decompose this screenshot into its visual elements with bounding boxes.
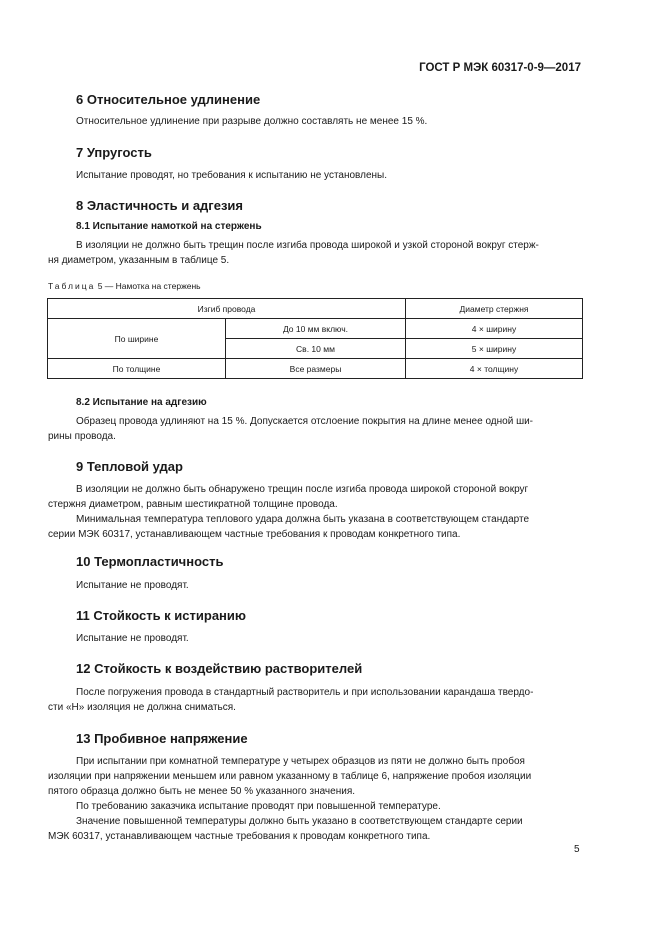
section-9-p1-line-2: стержня диаметром, равным шестикратной толщине провода. <box>48 499 338 510</box>
table-cell-group: По ширине <box>48 319 226 359</box>
section-9-p1-line-1: В изоляции не должно быть обнаружено трещин после изгиба провода широкой стороной вокруг <box>76 484 529 495</box>
table-header-row <box>48 299 583 319</box>
table-cell-size: До 10 мм включ. <box>226 319 406 339</box>
section-13-p1-line-3: пятого образца должно быть не менее 50 % указанного значения. <box>48 786 356 797</box>
table-5 <box>47 298 583 379</box>
table-header-bend: Изгиб провода <box>48 299 406 319</box>
subsection-8-2-line-1: Образец провода удлиняют на 15 %. Допускается отслоение покрытия на длине менее одной ши- <box>76 416 534 427</box>
table-header-diameter: Диаметр стержня <box>406 299 583 319</box>
section-7-title: 7 Упругость <box>76 145 152 160</box>
table-cell-diameter: 4 × ширину <box>406 319 583 339</box>
section-6-text: Относительное удлинение при разрыве должно составлять не менее 15 %. <box>76 116 428 127</box>
section-12-title: 12 Стойкость к воздействию растворителей <box>76 661 363 676</box>
subsection-8-2-line-2: рины провода. <box>48 431 116 442</box>
section-12-line-1: После погружения провода в стандартный растворитель и при использовании карандаша твердо- <box>76 687 534 698</box>
section-8-title: 8 Эластичность и адгезия <box>76 198 243 213</box>
subsection-8-1-line-1: В изоляции не должно быть трещин после изгиба провода широкой и узкой стороной вокруг стерж- <box>76 240 539 251</box>
subsection-8-1-title: 8.1 Испытание намоткой на стержень <box>76 221 262 232</box>
table-cell-diameter: 4 × толщину <box>406 359 583 379</box>
section-10-text: Испытание не проводят. <box>76 580 189 591</box>
section-9-p2-line-1: Минимальная температура теплового удара должна быть указана в соответствующем стандарте <box>76 514 530 525</box>
section-13-p1-line-2: изоляции при напряжении меньшем или равном указанному в таблице 6, напряжение пробоя изоляции <box>48 771 532 782</box>
subsection-8-1-line-2: ня диаметром, указанным в таблице 5. <box>48 255 230 266</box>
section-9-p2-line-2: серии МЭК 60317, устанавливающем частные требования к проводам конкретного типа. <box>48 529 461 540</box>
section-7-text: Испытание проводят, но требования к испытанию не установлены. <box>76 170 388 181</box>
table-caption-text: 5 — Намотка на стержень <box>95 281 201 291</box>
section-13-p2: По требованию заказчика испытание проводят при повышенной температуре. <box>76 801 441 812</box>
table-5-caption <box>48 281 201 291</box>
section-10-title: 10 Термопластичность <box>76 554 224 569</box>
section-6-title: 6 Относительное удлинение <box>76 92 261 107</box>
table-row <box>48 319 583 339</box>
section-13-p3-line-2: МЭК 60317, устанавливающем частные требования к проводам конкретного типа. <box>48 831 431 842</box>
table-caption-prefix: Таблица <box>48 281 96 291</box>
section-11-text: Испытание не проводят. <box>76 633 189 644</box>
section-13-title: 13 Пробивное напряжение <box>76 731 248 746</box>
section-11-title: 11 Стойкость к истиранию <box>76 608 246 623</box>
page-number: 5 <box>574 844 580 855</box>
section-13-p3-line-1: Значение повышенной температуры должно быть указано в соответствующем стандарте серии <box>76 816 523 827</box>
standard-designation: ГОСТ Р МЭК 60317-0-9—2017 <box>419 62 581 74</box>
table-row <box>48 359 583 379</box>
table-cell-size: Все размеры <box>226 359 406 379</box>
subsection-8-2-title: 8.2 Испытание на адгезию <box>76 397 207 408</box>
table-cell-size: Св. 10 мм <box>226 339 406 359</box>
table-cell-diameter: 5 × ширину <box>406 339 583 359</box>
section-12-line-2: сти «Н» изоляция не должна сниматься. <box>48 702 236 713</box>
section-9-title: 9 Тепловой удар <box>76 459 183 474</box>
table-cell-group: По толщине <box>48 359 226 379</box>
section-13-p1-line-1: При испытании при комнатной температуре у четырех образцов из пяти не должно быть пробоя <box>76 756 525 767</box>
